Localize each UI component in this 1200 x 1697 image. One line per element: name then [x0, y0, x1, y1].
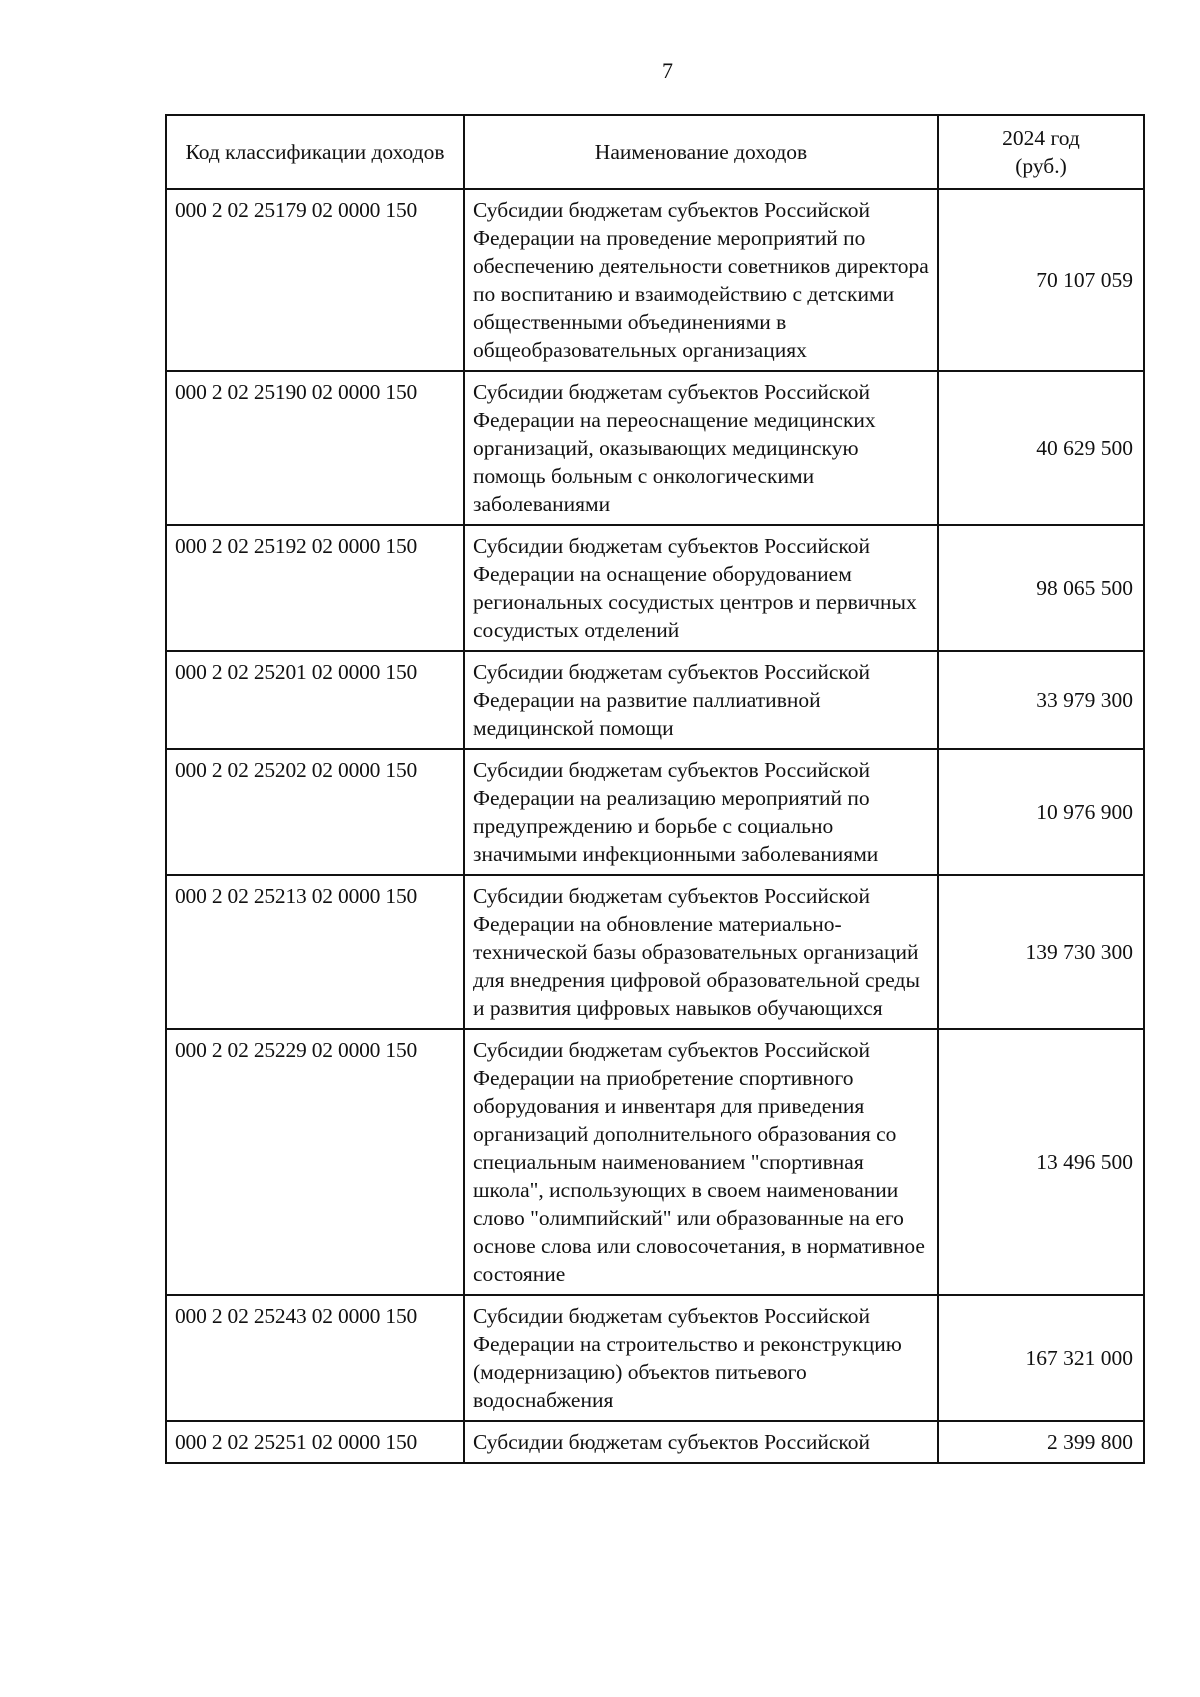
row-code: 000 2 02 25243 02 0000 150	[166, 1295, 464, 1421]
table-row	[166, 1295, 1144, 1421]
row-name: Субсидии бюджетам субъектов Российской Федерации на приобретение спортивного оборудования и инвентаря для приведения организаций дополнительного образования со специальным наименованием "спортивная школа", использующих в своем наименовании слово "олимпийский" или образованные на его основе слова или словосочетания, в нормативное состояние	[464, 1029, 938, 1295]
header-name: Наименование доходов	[464, 115, 938, 189]
header-amount: 2024 год (руб.)	[938, 115, 1144, 189]
row-code: 000 2 02 25192 02 0000 150	[166, 525, 464, 651]
table-row	[166, 749, 1144, 875]
table-row	[166, 1421, 1144, 1463]
row-name: Субсидии бюджетам субъектов Российской Федерации на оснащение оборудованием региональных сосудистых центров и первичных сосудистых отделений	[464, 525, 938, 651]
row-name: Субсидии бюджетам субъектов Российской Федерации на реализацию мероприятий по предупреждению и борьбе с социально значимыми инфекционными заболеваниями	[464, 749, 938, 875]
row-amount: 10 976 900	[938, 749, 1144, 875]
row-name: Субсидии бюджетам субъектов Российской Федерации на строительство и реконструкцию (модернизацию) объектов питьевого водоснабжения	[464, 1295, 938, 1421]
row-amount: 33 979 300	[938, 651, 1144, 749]
table-row	[166, 875, 1144, 1029]
revenue-table	[165, 114, 1145, 1464]
row-code: 000 2 02 25229 02 0000 150	[166, 1029, 464, 1295]
header-code: Код классификации доходов	[166, 115, 464, 189]
row-name: Субсидии бюджетам субъектов Российской Федерации на проведение мероприятий по обеспечению деятельности советников директора по воспитанию и взаимодействию с детскими общественными объединениями в общеобразовательных организациях	[464, 189, 938, 371]
row-code: 000 2 02 25213 02 0000 150	[166, 875, 464, 1029]
row-name: Субсидии бюджетам субъектов Российской Федерации на развитие паллиативной медицинской помощи	[464, 651, 938, 749]
row-name: Субсидии бюджетам субъектов Российской	[464, 1421, 938, 1463]
row-name: Субсидии бюджетам субъектов Российской Федерации на обновление материально-технической базы образовательных организаций для внедрения цифровой образовательной среды и развития цифровых навыков обучающихся	[464, 875, 938, 1029]
table-row	[166, 189, 1144, 371]
row-amount: 40 629 500	[938, 371, 1144, 525]
row-code: 000 2 02 25179 02 0000 150	[166, 189, 464, 371]
row-amount: 98 065 500	[938, 525, 1144, 651]
row-name: Субсидии бюджетам субъектов Российской Федерации на переоснащение медицинских организаций, оказывающих медицинскую помощь больным с онкологическими заболеваниями	[464, 371, 938, 525]
row-amount: 167 321 000	[938, 1295, 1144, 1421]
table-row	[166, 651, 1144, 749]
table-row	[166, 525, 1144, 651]
table-row	[166, 1029, 1144, 1295]
row-amount: 70 107 059	[938, 189, 1144, 371]
row-amount: 13 496 500	[938, 1029, 1144, 1295]
row-amount: 2 399 800	[938, 1421, 1144, 1463]
row-code: 000 2 02 25202 02 0000 150	[166, 749, 464, 875]
row-code: 000 2 02 25190 02 0000 150	[166, 371, 464, 525]
row-amount: 139 730 300	[938, 875, 1144, 1029]
table-header-row	[166, 115, 1144, 189]
row-code: 000 2 02 25201 02 0000 150	[166, 651, 464, 749]
row-code: 000 2 02 25251 02 0000 150	[166, 1421, 464, 1463]
page-number: 7	[662, 58, 673, 83]
table-row	[166, 371, 1144, 525]
